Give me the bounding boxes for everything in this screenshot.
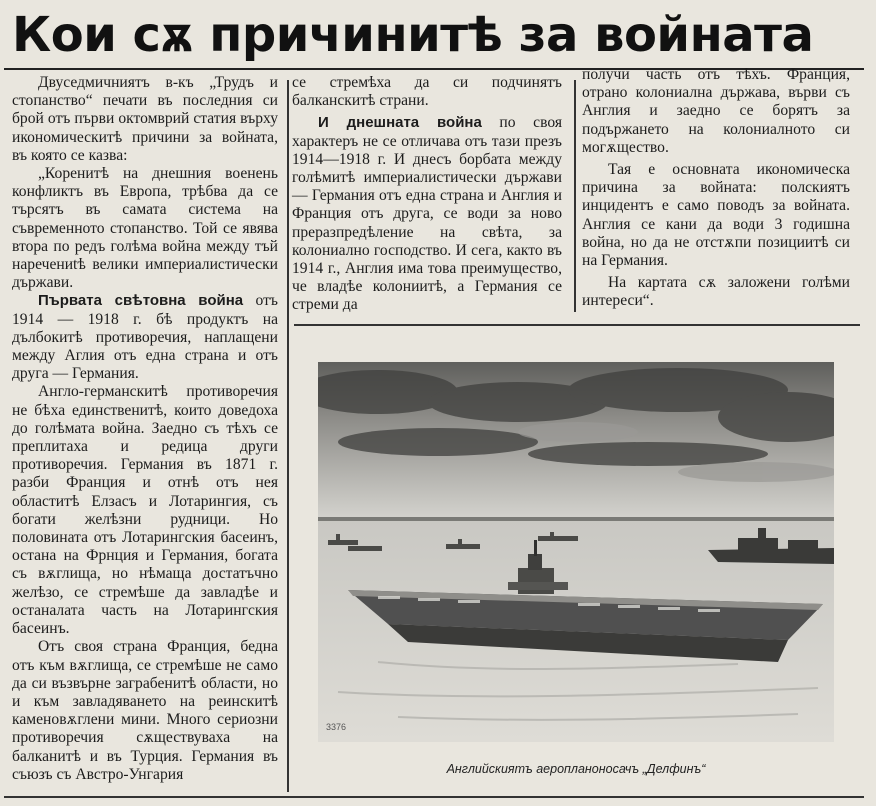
bottom-rule: [4, 796, 864, 798]
photo-caption: Английскиятъ аеропланоносачъ „Делфинъ“: [446, 762, 706, 776]
horizon: [318, 517, 834, 521]
col3-paragraph-2: Тая е основната икономическа причина за войната: полскиятъ инцидентъ е само поводъ за войната. Англия се кани да води 3 годишна война, но да не отстѫпи позициитѣ си на Германия.: [582, 161, 850, 270]
headline: Кои сѫ причинитѣ за войната: [12, 7, 814, 63]
column-2: [292, 74, 562, 315]
col2-paragraph-2-text: по своя характеръ не се отличава отъ тази презъ 1914—1918 г. И днесъ борбата между голѣмитѣ империалистически държави — Германия отъ една страна и Англия и Франция отъ друга, се води за ново преразпредѣление на свѣта, за колониално господство. И сега, както въ 1914 г., Англия има това преимущество, че владѣе колониитѣ, а Германия се стреми да: [292, 114, 562, 314]
col1-paragraph-3: [12, 292, 278, 383]
col1-paragraph-3-text: отъ 1914 — 1918 г. бѣ продуктъ на дълбокитѣ противоречия, наплащени между Аглия отъ една страна и отъ друга — Германия.: [12, 292, 278, 383]
col3-paragraph-3: На картата сѫ заложени голѣми интереси“.: [582, 274, 850, 310]
col2-paragraph-1: се стремѣха да си подчинятъ балканскитѣ страни.: [292, 74, 562, 110]
col1-paragraph-1: Двуседмичниятъ в-къ „Трудъ и стопанство“ печати въ последния си брой отъ първи октомврий статия върху икономическитѣ причини за войната, въ която се казва:: [12, 74, 278, 164]
column-divider-2: [574, 80, 576, 312]
col1-bold-lead: Първата свѣтовна война: [38, 292, 244, 310]
photo-plate-number: 3376: [326, 722, 347, 732]
column-3: [582, 66, 850, 311]
col1-paragraph-4: Англо-германскитѣ противоречия не бѣха единственитѣ, които доведоха до голѣмата война. Заедно съ тѣхъ се преплитаха и редица други противоречия. Германия въ 1871 г. разби Франция и отнѣ отъ нея областитѣ Елзасъ и Лотарингия, съ богати желѣзни рудници. Но половината отъ Лотарингския басеинъ, остана на Фрнция и Германия, богата съ вѫглища, но нѣмаща достатъчно желѣзо, се стремѣше да завладѣе и останалата часть на Лотарингския басеинъ.: [12, 383, 278, 638]
col1-paragraph-2: „Коренитѣ на днешния военень конфликтъ въ Европа, трѣбва да се търсятъ въ самата система на съвременното стопанство. Той се явява втора по редъ голѣма война между тъй наречениtѣ велики империалистически държави.: [12, 165, 278, 292]
column-1: [12, 74, 278, 784]
column-divider-1: [287, 80, 289, 792]
section-rule: [294, 324, 860, 326]
col3-paragraph-1: получи часть отъ тѣхъ. Франция, отрано колониална държава, върви съ Англия и заедно се борятъ за подържането на колониалното си могѫщество.: [582, 66, 850, 156]
col2-bold-lead: И днешната война: [318, 114, 482, 132]
col1-paragraph-5: Отъ своя страна Франция, бедна отъ към вѫглища, се стремѣше не само да си възвърне заграбенитѣ области, но и към завладяването на реинскитѣ каменовѫглени мини. Много сериозни противоречия сѫществуваха на балканитѣ и въ Турция. Германия въ съюзъ съ Австро-Унгария: [12, 638, 278, 783]
carrier-photo: [318, 362, 834, 742]
col2-paragraph-2: [292, 114, 562, 314]
